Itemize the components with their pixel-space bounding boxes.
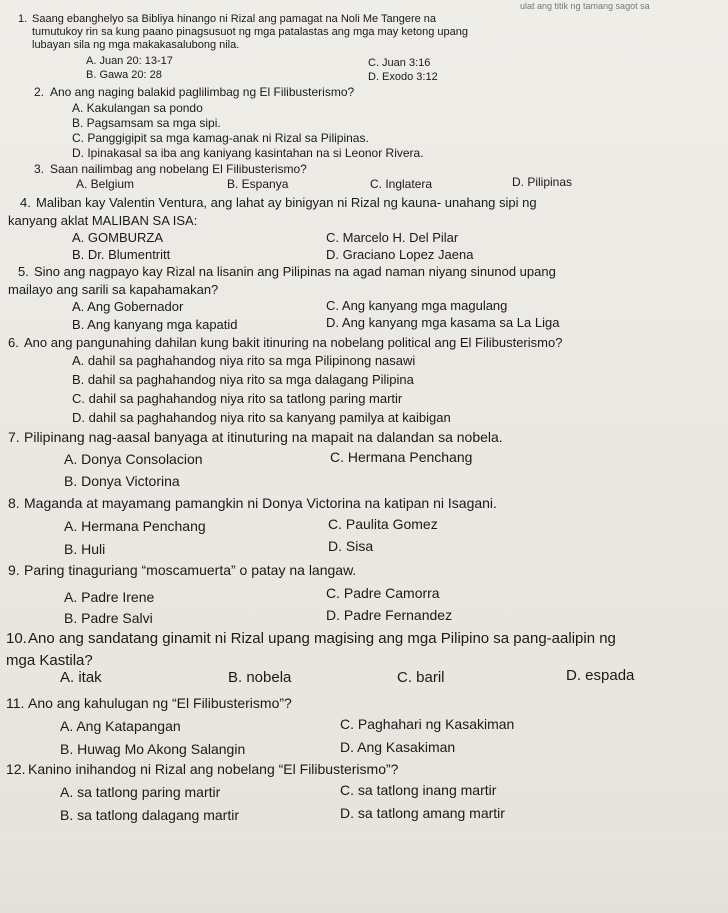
question-10-number: 10. <box>6 630 27 647</box>
question-6-choice-b[interactable]: B. dahil sa paghahandog niya rito sa mga dalagang Pilipina <box>72 372 414 387</box>
question-6-choice-a[interactable]: A. dahil sa paghahandog niya rito sa mga Pilipinong nasawi <box>72 353 416 368</box>
question-4-choice-a[interactable]: A. GOMBURZA <box>72 230 164 245</box>
question-7-choice-a[interactable]: A. Donya Consolacion <box>64 451 203 467</box>
question-9-choice-a[interactable]: A. Padre Irene <box>64 589 155 605</box>
question-3-choice-a[interactable]: A. Belgium <box>76 177 135 191</box>
question-6-text: Ano ang pangunahing dahilan kung bakit itinuring na nobelang political ang El Filibusterismo? <box>24 335 563 350</box>
question-10-text-line1: Ano ang sandatang ginamit ni Rizal upang magising ang mga Pilipino sa pang-aalipin ng <box>28 630 616 647</box>
question-4-choice-d[interactable]: D. Graciano Lopez Jaena <box>326 247 474 262</box>
question-5-choice-b[interactable]: B. Ang kanyang mga kapatid <box>72 317 238 332</box>
question-5-text-line2: mailayo ang sarili sa kapahamakan? <box>8 282 219 297</box>
question-1-text-line1: Saang ebanghelyo sa Bibliya hinango ni Rizal ang pamagat na Noli Me Tangere na <box>32 13 437 25</box>
question-2-choice-b[interactable]: B. Pagsamsam sa mga sipi. <box>72 116 221 130</box>
question-11-text: Ano ang kahulugan ng “El Filibusterismo”? <box>28 695 292 711</box>
question-3-choice-c[interactable]: C. Inglatera <box>370 177 433 191</box>
question-1-choice-a[interactable]: A. Juan 20: 13-17 <box>86 55 173 67</box>
blank-paper-area <box>0 830 728 913</box>
question-8-number: 8. <box>8 495 20 511</box>
question-8-choice-c[interactable]: C. Paulita Gomez <box>328 516 438 532</box>
question-3-number: 3. <box>34 162 45 176</box>
question-4-text-line1: Maliban kay Valentin Ventura, ang lahat ay binigyan ni Rizal ng kauna- unahang sipi ng <box>36 195 537 210</box>
question-12-choice-c[interactable]: C. sa tatlong inang martir <box>340 782 497 798</box>
question-2-choice-c[interactable]: C. Panggigipit sa mga kamag-anak ni Rizal sa Pilipinas. <box>72 131 369 145</box>
question-11-choice-a[interactable]: A. Ang Katapangan <box>60 718 181 734</box>
question-12-choice-a[interactable]: A. sa tatlong paring martir <box>60 784 221 800</box>
question-10-choice-b[interactable]: B. nobela <box>228 669 292 686</box>
question-7-text: Pilipinang nag-aasal banyaga at itinuturing na mapait na dalandan sa nobela. <box>24 429 503 445</box>
question-8-text: Maganda at mayamang pamangkin ni Donya Victorina na katipan ni Isagani. <box>24 495 497 511</box>
question-3-choice-b[interactable]: B. Espanya <box>227 177 289 191</box>
question-1-text-line3: lubayan sila ng mga makakasalubong nila. <box>32 39 240 51</box>
question-7-choice-c[interactable]: C. Hermana Penchang <box>330 449 473 465</box>
question-11-choice-b[interactable]: B. Huwag Mo Akong Salangin <box>60 741 246 757</box>
question-2-choice-a[interactable]: A. Kakulangan sa pondo <box>72 101 203 115</box>
question-3-choice-d[interactable]: D. Pilipinas <box>512 175 573 189</box>
question-2-choice-d[interactable]: D. Ipinakasal sa iba ang kaniyang kasintahan na si Leonor Rivera. <box>72 146 424 160</box>
question-5-text-line1: Sino ang nagpayo kay Rizal na lisanin ang Pilipinas na agad naman niyang sinunod upang <box>34 264 556 279</box>
question-12-choice-b[interactable]: B. sa tatlong dalagang martir <box>60 807 239 823</box>
question-9-choice-b[interactable]: B. Padre Salvi <box>64 610 153 626</box>
question-6-number: 6. <box>8 335 19 350</box>
question-1-choice-c[interactable]: C. Juan 3:16 <box>368 57 431 69</box>
question-9-choice-c[interactable]: C. Padre Camorra <box>326 585 440 601</box>
question-5-number: 5. <box>18 264 29 279</box>
question-8-choice-a[interactable]: A. Hermana Penchang <box>64 518 206 534</box>
question-7-number: 7. <box>8 429 20 445</box>
question-10-text-line2: mga Kastila? <box>6 652 93 669</box>
question-10-choice-c[interactable]: C. baril <box>397 669 445 686</box>
question-5-choice-a[interactable]: A. Ang Gobernador <box>72 299 184 314</box>
question-11-choice-c[interactable]: C. Paghahari ng Kasakiman <box>340 716 515 732</box>
question-9-choice-d[interactable]: D. Padre Fernandez <box>326 607 453 623</box>
question-8-choice-b[interactable]: B. Huli <box>64 541 106 557</box>
question-3-text: Saan nailimbag ang nobelang El Filibusterismo? <box>50 162 307 176</box>
question-12-text: Kanino inihandog ni Rizal ang nobelang “El Filibusterismo”? <box>28 761 399 777</box>
question-10-choice-d[interactable]: D. espada <box>566 667 635 684</box>
question-6-choice-d[interactable]: D. dahil sa paghahandog niya rito sa kanyang pamilya at kaibigan <box>72 410 451 425</box>
question-5-choice-c[interactable]: C. Ang kanyang mga magulang <box>326 298 508 313</box>
question-1-text-line2: tumutukoy rin sa kung paano pinagsusuot ng mga patalastas ang mga may ketong upang <box>32 26 469 38</box>
question-2-number: 2. <box>34 85 45 99</box>
question-4-choice-b[interactable]: B. Dr. Blumentritt <box>72 247 171 262</box>
question-7-choice-b[interactable]: B. Donya Victorina <box>64 473 180 489</box>
question-5-choice-d[interactable]: D. Ang kanyang mga kasama sa La Liga <box>326 315 560 330</box>
question-4-text-line2: kanyang aklat MALIBAN SA ISA: <box>8 213 198 228</box>
question-8-choice-d[interactable]: D. Sisa <box>328 538 374 554</box>
question-6-choice-c[interactable]: C. dahil sa paghahandog niya rito sa tatlong paring martir <box>72 391 403 406</box>
question-11-number: 11. <box>6 695 25 711</box>
question-1-number: 1. <box>18 13 28 25</box>
header-fragment: ulat ang titik ng tamang sagot sa <box>520 1 650 11</box>
question-2-text: Ano ang naging balakid paglilimbag ng El Filibusterismo? <box>50 85 355 99</box>
question-9-text: Paring tinaguriang “moscamuerta” o patay na langaw. <box>24 562 357 578</box>
question-9-number: 9. <box>8 562 20 578</box>
question-12-number: 12. <box>6 761 26 777</box>
question-10-choice-a[interactable]: A. itak <box>60 669 102 686</box>
question-4-number: 4. <box>20 195 31 210</box>
question-11-choice-d[interactable]: D. Ang Kasakiman <box>340 739 456 755</box>
question-1-choice-b[interactable]: B. Gawa 20: 28 <box>86 69 162 81</box>
question-12-choice-d[interactable]: D. sa tatlong amang martir <box>340 805 505 821</box>
question-4-choice-c[interactable]: C. Marcelo H. Del Pilar <box>326 230 459 245</box>
question-1-choice-d[interactable]: D. Exodo 3:12 <box>368 71 438 83</box>
